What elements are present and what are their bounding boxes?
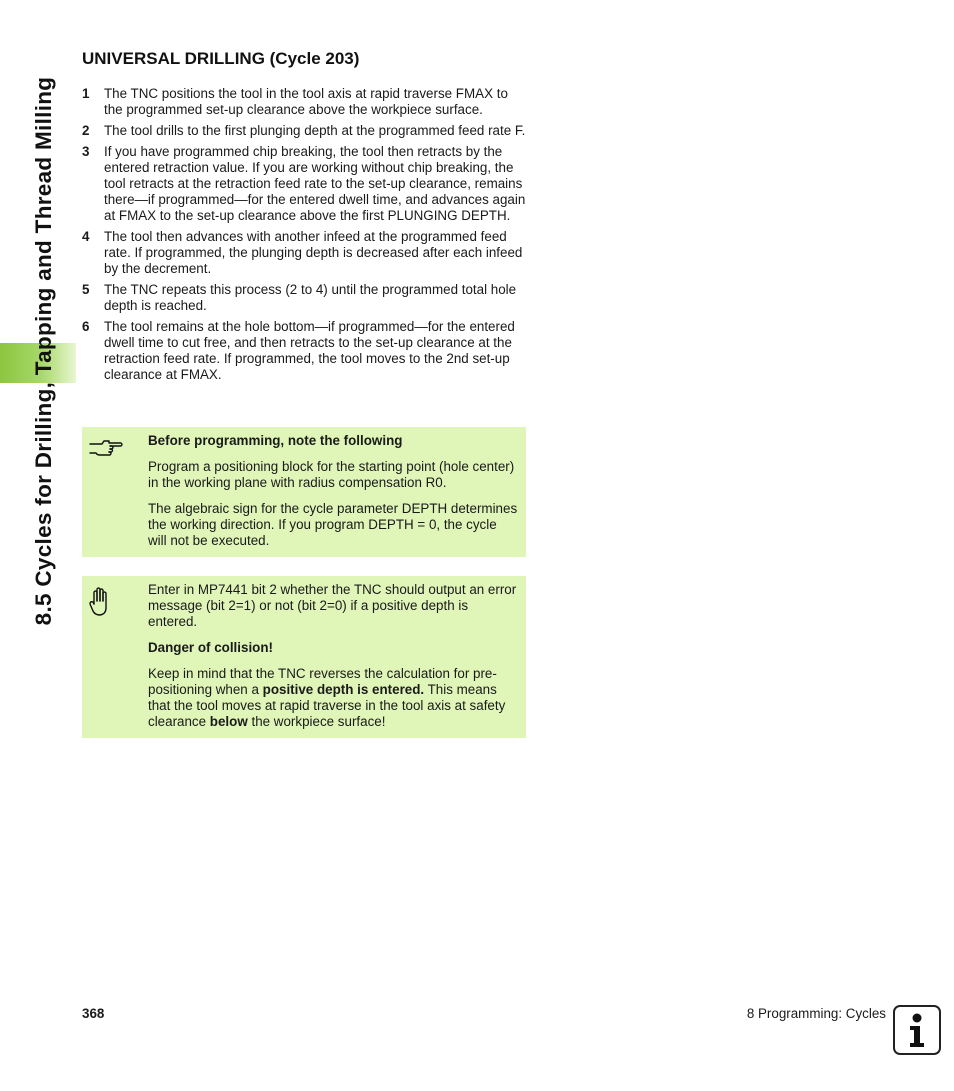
warning-text: Keep in mind that the TNC reverses the calculation for pre-positioning when a <box>148 666 497 697</box>
note-paragraph: Enter in MP7441 bit 2 whether the TNC should output an error message (bit 2=1) or not (bit 2=0) if a positive depth is entered. <box>148 582 517 629</box>
step-text: The tool drills to the first plunging depth at the programmed feed rate F. <box>104 123 526 138</box>
step-text: The tool remains at the hole bottom—if programmed—for the entered dwell time to cut free, and then retracts to the set-up clearance at the retraction feed rate. If programmed, the tool moves to the 2nd set-up clearance at FMAX. <box>104 319 515 382</box>
warning-emphasis: below <box>209 714 248 729</box>
warning-text: This means that the tool moves at rapid traverse in the tool axis at safety clearance <box>148 682 506 729</box>
step-text: The TNC repeats this process (2 to 4) until the programmed total hole depth is reached. <box>104 282 517 313</box>
step-text: The tool then advances with another infeed at the programmed feed rate. If programmed, the plunging depth is decreased after each infeed by the decrement. <box>104 229 523 276</box>
note-paragraph: The algebraic sign for the cycle parameter DEPTH determines the working direction. If you program DEPTH = 0, the cycle will not be executed. <box>148 501 518 548</box>
collision-warning-box <box>82 576 526 738</box>
step-number: 6 <box>82 319 90 334</box>
note-paragraph: Program a positioning block for the starting point (hole center) in the working plane with radius compensation R0. <box>148 459 515 490</box>
step-number: 2 <box>82 123 90 138</box>
list-item <box>82 319 528 383</box>
step-number: 3 <box>82 144 90 159</box>
procedure-steps <box>82 86 528 388</box>
step-text: The TNC positions the tool in the tool axis at rapid traverse FMAX to the programmed set-up clearance above the workpiece surface. <box>104 86 508 117</box>
list-item <box>82 144 528 224</box>
list-item <box>82 123 528 139</box>
note-title: Before programming, note the following <box>148 433 403 448</box>
chapter-label: 8 Programming: Cycles <box>746 1006 886 1021</box>
warning-emphasis: positive depth is entered. <box>262 682 425 697</box>
step-number: 5 <box>82 282 90 297</box>
list-item <box>82 282 528 314</box>
step-text: If you have programmed chip breaking, the tool then retracts by the entered retraction value. If you are working without chip breaking, the tool retracts at the retraction feed rate to the set-up clearance, remains there—if programmed—for the entered dwell time, and advances again at FMAX to the set-up clearance above the first PLUNGING DEPTH. <box>104 144 526 223</box>
page-heading: UNIVERSAL DRILLING (Cycle 203) <box>82 49 360 68</box>
step-number: 1 <box>82 86 90 101</box>
page-number: 368 <box>82 1006 105 1021</box>
section-title-vertical: 8.5 Cycles for Drilling, Tapping and Thread Milling <box>31 76 56 626</box>
raised-hand-icon <box>88 584 114 624</box>
danger-title: Danger of collision! <box>148 640 273 655</box>
warning-paragraph <box>148 666 518 730</box>
list-item <box>82 86 528 118</box>
warning-text: the workpiece surface! <box>247 714 386 729</box>
list-item <box>82 229 528 277</box>
info-icon <box>893 1005 941 1055</box>
programming-note-box <box>82 427 526 557</box>
step-number: 4 <box>82 229 90 244</box>
pointing-hand-icon <box>88 435 124 465</box>
